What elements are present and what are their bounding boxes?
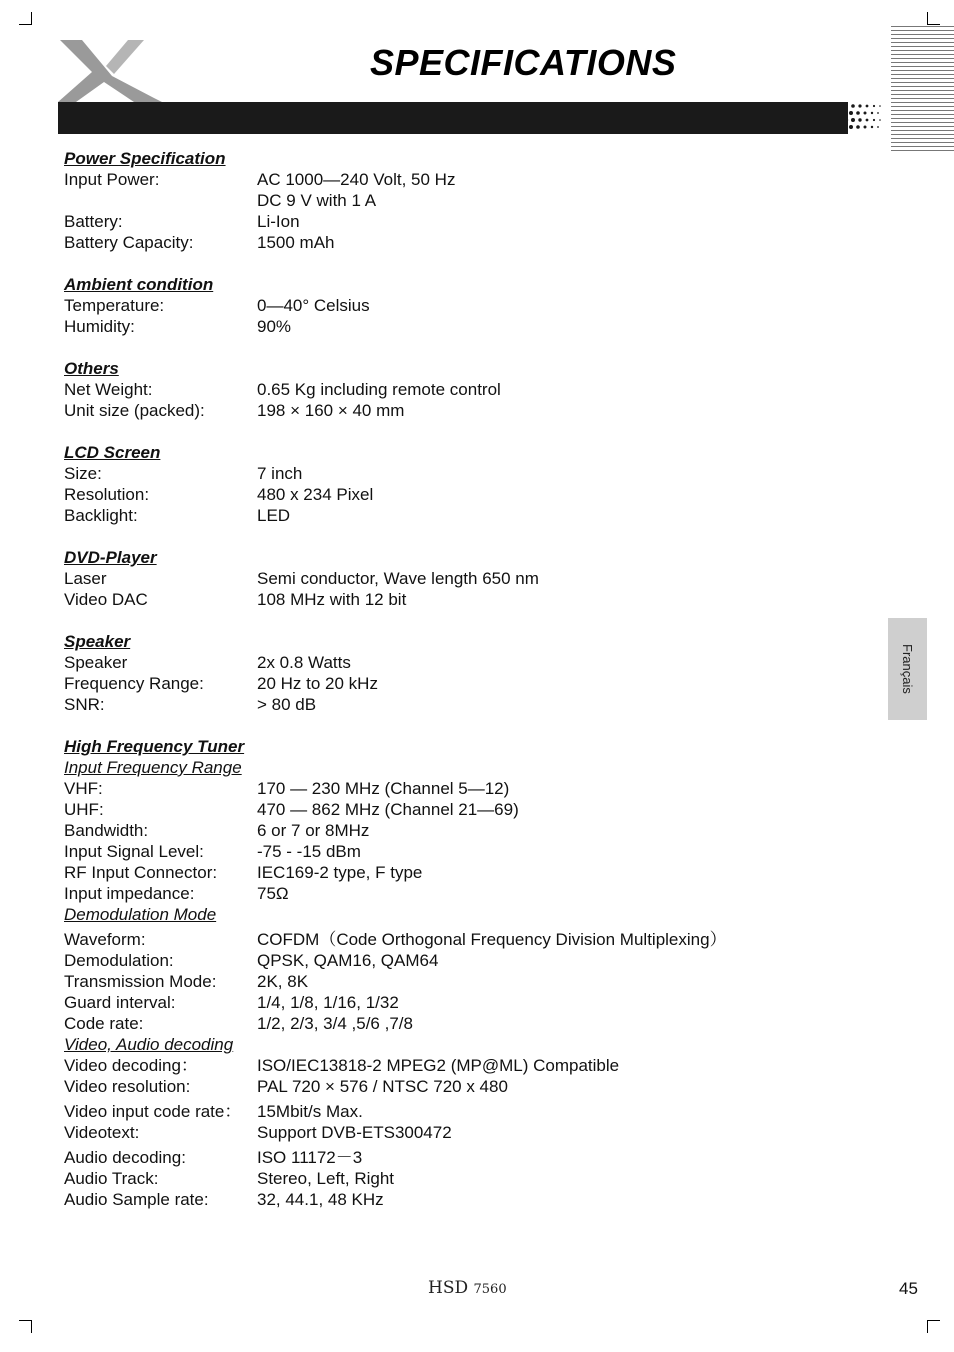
spec-value: 170 — 230 MHz (Channel 5—12) (257, 779, 510, 798)
spec-value: 90% (257, 317, 292, 336)
spec-value: 1500 mAh (257, 233, 335, 252)
spec-row (64, 820, 824, 841)
spec-label: Battery Capacity: (64, 233, 194, 252)
spec-value: LED (257, 506, 291, 525)
spec-value: 15Mbit/s Max. (257, 1102, 363, 1121)
spec-row (64, 950, 824, 971)
spec-value: 1/4, 1/8, 1/16, 1/32 (257, 993, 399, 1012)
striped-corner-decoration (891, 26, 954, 154)
specifications-list (64, 148, 824, 1210)
section-heading: Power Specification (64, 149, 226, 168)
subsection-heading: Demodulation Mode (64, 905, 217, 924)
spec-row (64, 232, 824, 253)
crop-mark-top-left (19, 12, 32, 25)
header-bar (58, 102, 848, 134)
spec-label: Input Power: (64, 170, 160, 189)
section-heading: Ambient condition (64, 275, 214, 294)
spec-label: Input impedance: (64, 884, 195, 903)
spec-row (64, 1189, 824, 1210)
spec-value: 2K, 8K (257, 972, 309, 991)
spec-label: Transmission Mode: (64, 972, 217, 991)
spec-row (64, 1147, 824, 1168)
spec-row (64, 1122, 824, 1143)
spec-row (64, 463, 824, 484)
spec-value: COFDM（Code Orthogonal Frequency Division Multiplexing） (257, 930, 727, 949)
crop-mark-top-right (927, 12, 940, 25)
spec-value: AC 1000—240 Volt, 50 Hz (257, 170, 456, 189)
spec-row (64, 505, 824, 526)
spec-value: Li-Ion (257, 212, 300, 231)
spec-row (64, 673, 824, 694)
spec-label: Size: (64, 464, 102, 483)
language-tab-label: Français (900, 644, 915, 694)
spec-value: -75 - -15 dBm (257, 842, 361, 861)
crop-mark-bottom-right (927, 1320, 940, 1333)
spec-row (64, 1168, 824, 1189)
spec-value: PAL 720 × 576 / NTSC 720 x 480 (257, 1077, 508, 1096)
spec-label: Temperature: (64, 296, 165, 315)
spec-row (64, 1013, 824, 1034)
spec-label: Audio Track: (64, 1169, 159, 1188)
spec-label: Laser (64, 569, 107, 588)
spec-row (64, 778, 824, 799)
spec-label: Resolution: (64, 485, 150, 504)
footer-model-name: HSD (428, 1278, 469, 1298)
spec-label: Video resolution: (64, 1077, 191, 1096)
spec-label: Input Signal Level: (64, 842, 204, 861)
spec-row (64, 190, 824, 211)
spec-row (64, 694, 824, 715)
spec-row (64, 568, 824, 589)
spec-value: ISO 11172－3 (257, 1148, 363, 1167)
spec-value: ISO/IEC13818-2 MPEG2 (MP@ML) Compatible (257, 1056, 620, 1075)
spec-label: Bandwidth: (64, 821, 149, 840)
dot-pattern-decoration (840, 102, 884, 134)
spec-label: Video decoding： (64, 1056, 198, 1075)
section-heading: Speaker (64, 632, 131, 651)
spec-value: DC 9 V with 1 A (257, 191, 377, 210)
section-heading: Others (64, 359, 119, 378)
spec-row (64, 589, 824, 610)
spec-value: Support DVB-ETS300472 (257, 1123, 452, 1142)
spec-label: Humidity: (64, 317, 135, 336)
spec-label: UHF: (64, 800, 104, 819)
footer-model-logo (428, 1278, 507, 1298)
spec-value: > 80 dB (257, 695, 317, 714)
spec-label: Videotext: (64, 1123, 140, 1142)
spec-label: Net Weight: (64, 380, 153, 399)
spec-row (64, 652, 824, 673)
spec-row (64, 211, 824, 232)
spec-label: SNR: (64, 695, 105, 714)
spec-row (64, 295, 824, 316)
language-tab (888, 618, 927, 720)
spec-value: 6 or 7 or 8MHz (257, 821, 370, 840)
spec-label: Audio Sample rate: (64, 1190, 209, 1209)
spec-value: 75Ω (257, 884, 289, 903)
page-number: 45 (899, 1279, 918, 1298)
spec-label: Guard interval: (64, 993, 176, 1012)
spec-row (64, 1055, 824, 1076)
spec-label: Video input code rate： (64, 1102, 242, 1121)
spec-label: RF Input Connector: (64, 863, 218, 882)
spec-label: Audio decoding: (64, 1148, 186, 1167)
spec-value: 32, 44.1, 48 KHz (257, 1190, 384, 1209)
spec-value: 0.65 Kg including remote control (257, 380, 501, 399)
subsection-heading: Input Frequency Range (64, 758, 242, 777)
spec-value: 108 MHz with 12 bit (257, 590, 407, 609)
spec-label: Code rate: (64, 1014, 144, 1033)
spec-label: Backlight: (64, 506, 138, 525)
spec-value: 0—40° Celsius (257, 296, 370, 315)
spec-row (64, 971, 824, 992)
spec-row (64, 883, 824, 904)
page-title: SPECIFICATIONS (370, 42, 677, 83)
spec-label: Demodulation: (64, 951, 174, 970)
spec-row (64, 400, 824, 421)
footer-model-number: 7560 (473, 1282, 507, 1297)
spec-value: 198 × 160 × 40 mm (257, 401, 405, 420)
section-heading: LCD Screen (64, 443, 161, 462)
spec-value: 470 — 862 MHz (Channel 21—69) (257, 800, 519, 819)
spec-value: 2x 0.8 Watts (257, 653, 351, 672)
spec-label: Unit size (packed): (64, 401, 205, 420)
spec-value: 20 Hz to 20 kHz (257, 674, 378, 693)
spec-row (64, 992, 824, 1013)
spec-row (64, 841, 824, 862)
spec-row (64, 862, 824, 883)
section-heading: DVD-Player (64, 548, 157, 567)
spec-value: IEC169-2 type, F type (257, 863, 423, 882)
spec-label: Speaker (64, 653, 128, 672)
spec-label (64, 190, 257, 211)
spec-value: 1/2, 2/3, 3/4 ,5/6 ,7/8 (257, 1014, 413, 1033)
brand-x-logo (54, 36, 164, 106)
spec-row (64, 799, 824, 820)
crop-mark-bottom-left (19, 1320, 32, 1333)
spec-value: Stereo, Left, Right (257, 1169, 395, 1188)
spec-value: Semi conductor, Wave length 650 nm (257, 569, 539, 588)
spec-value: 480 x 234 Pixel (257, 485, 374, 504)
spec-row (64, 484, 824, 505)
subsection-heading: Video, Audio decoding (64, 1035, 234, 1054)
spec-label: Video DAC (64, 590, 148, 609)
spec-value: QPSK, QAM16, QAM64 (257, 951, 439, 970)
spec-label: Waveform: (64, 930, 146, 949)
spec-row (64, 1101, 824, 1122)
spec-row (64, 169, 824, 190)
spec-row (64, 316, 824, 337)
spec-value: 7 inch (257, 464, 303, 483)
spec-row (64, 929, 824, 950)
spec-label: VHF: (64, 779, 103, 798)
spec-label: Battery: (64, 212, 123, 231)
spec-row (64, 379, 824, 400)
section-heading: High Frequency Tuner (64, 737, 245, 756)
spec-row (64, 1076, 824, 1097)
spec-label: Frequency Range: (64, 674, 204, 693)
